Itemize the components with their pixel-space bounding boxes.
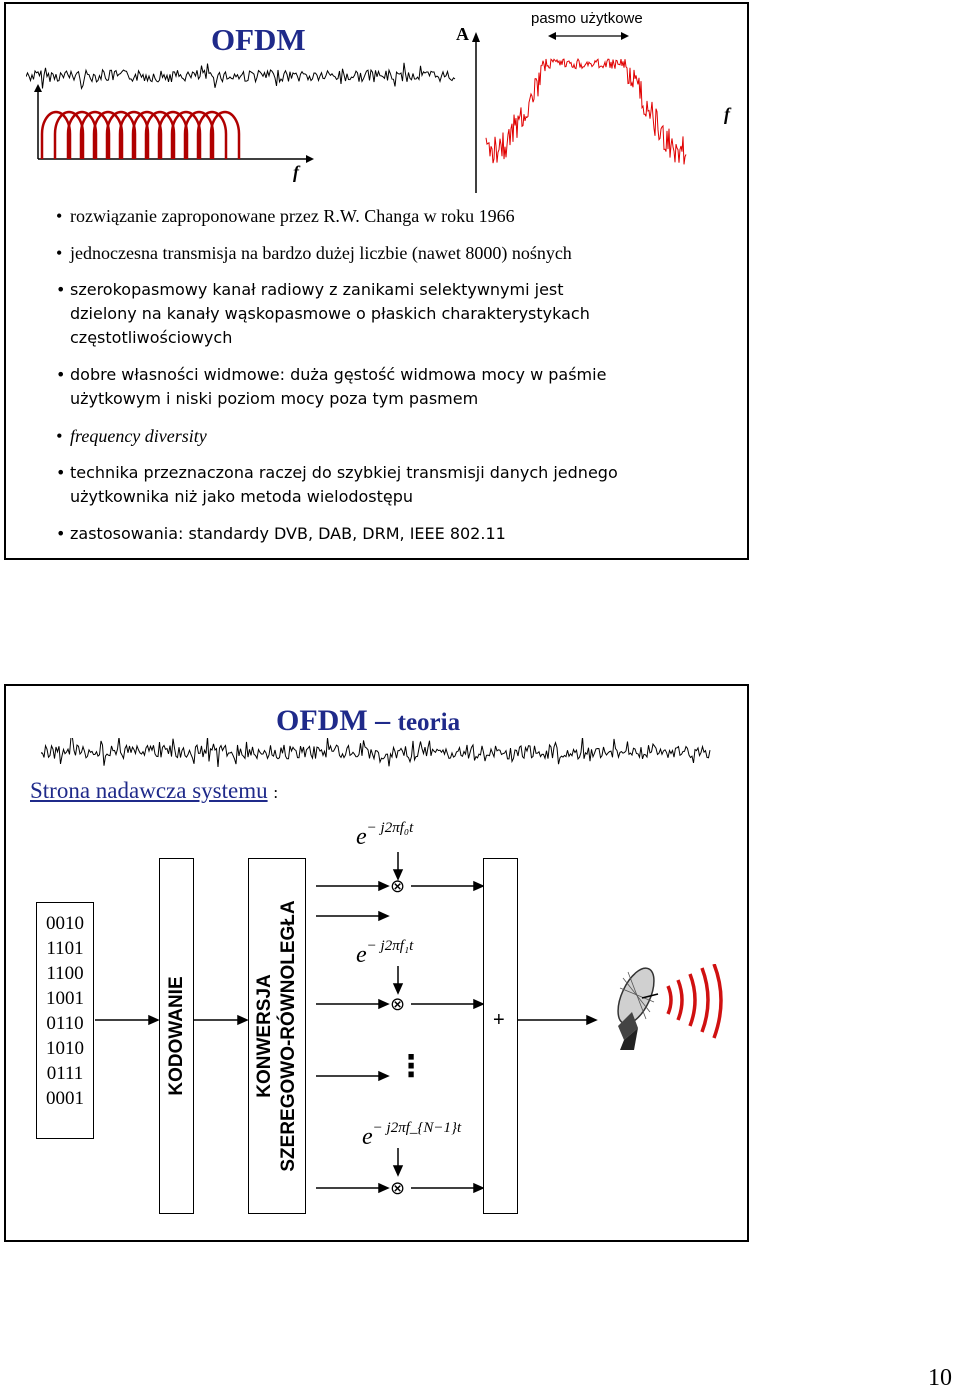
multiplier-n: ⊗: [390, 1178, 406, 1199]
band-label: pasmo użytkowe: [531, 10, 643, 27]
title-main: OFDM: [276, 704, 368, 737]
sum-symbol: +: [493, 1009, 505, 1031]
sender-colon: :: [273, 783, 279, 802]
bit-word: 1101: [46, 938, 84, 959]
ellipsis: ⋮: [396, 1049, 426, 1084]
bullet-item: • technika przeznaczona raczej do szybkiej transmisji danych jednego użytkownika niż jako metoda wielodostępu: [54, 461, 630, 509]
conversion-label: KONWERSJA SZEREGOWO-RÓWNOLEGŁA: [254, 900, 299, 1172]
sender-label: Strona nadawcza systemu: [30, 778, 268, 803]
antenna-icon: [598, 964, 738, 1064]
bullet-item: • dobre własności widmowe: duża gęstość widmowa mocy w paśmie użytkowym i niski poziom mocy poza tym pasmem: [54, 363, 670, 411]
serial-parallel-conversion-block: [248, 858, 306, 1214]
bullet-item: • rozwiązanie zaproponowane przez R.W. Changa w roku 1966: [54, 204, 734, 228]
carrier-expression-n: $e^{- j2\pi f\_\{N-1\}t}$: [362, 1120, 462, 1150]
bit-word: 0010: [46, 913, 84, 934]
multiplier-0: ⊗: [390, 876, 406, 897]
bullet-list: [54, 204, 734, 559]
title-sub: teoria: [397, 709, 461, 736]
block-diagram-connections: [6, 686, 747, 1240]
multiplier-1: ⊗: [390, 994, 406, 1015]
subcarrier-diagram: [26, 84, 326, 174]
spectrum-diagram: [446, 18, 746, 193]
bit-word: 1100: [46, 963, 84, 984]
bit-word: 0001: [46, 1088, 84, 1109]
slide-ofdm-theory: [4, 684, 749, 1242]
carrier-expression-1: $e^{- j2\pi f_1t}$: [356, 938, 414, 968]
bullet-item: • frequency diversity: [54, 424, 734, 448]
carrier-expression-0: $e^{- j2\pi f_0t}$: [356, 820, 414, 850]
bit-word: 1001: [46, 988, 84, 1009]
bit-word: 0111: [46, 1063, 84, 1084]
subcarrier-f-axis-label: f: [293, 162, 299, 182]
page-number: 10: [928, 1365, 952, 1391]
spectrum-f-axis-label: f: [724, 104, 730, 124]
summation-block: [483, 858, 518, 1214]
spectrum-a-axis-label: A: [456, 24, 469, 44]
coding-block: [159, 858, 194, 1214]
slide-title: OFDM: [211, 22, 306, 57]
bullet-item: • jednoczesna transmisja na bardzo dużej liczbie (nawet 8000) nośnych: [54, 241, 734, 265]
bit-stream-box: [36, 902, 94, 1139]
slide-ofdm-overview: [4, 2, 749, 560]
bullet-item: • szerokopasmowy kanał radiowy z zanikami selektywnymi jest dzielony na kanały wąskopasmowe o płaskich charakterystykach częstotliwościowych: [54, 278, 630, 350]
bullet-item: • zastosowania: standardy DVB, DAB, DRM, IEEE 802.11: [54, 522, 734, 546]
title-dash: –: [375, 704, 391, 737]
coding-label: KODOWANIE: [165, 976, 187, 1096]
bit-word: 0110: [46, 1013, 84, 1034]
bit-word: 1010: [46, 1038, 84, 1059]
